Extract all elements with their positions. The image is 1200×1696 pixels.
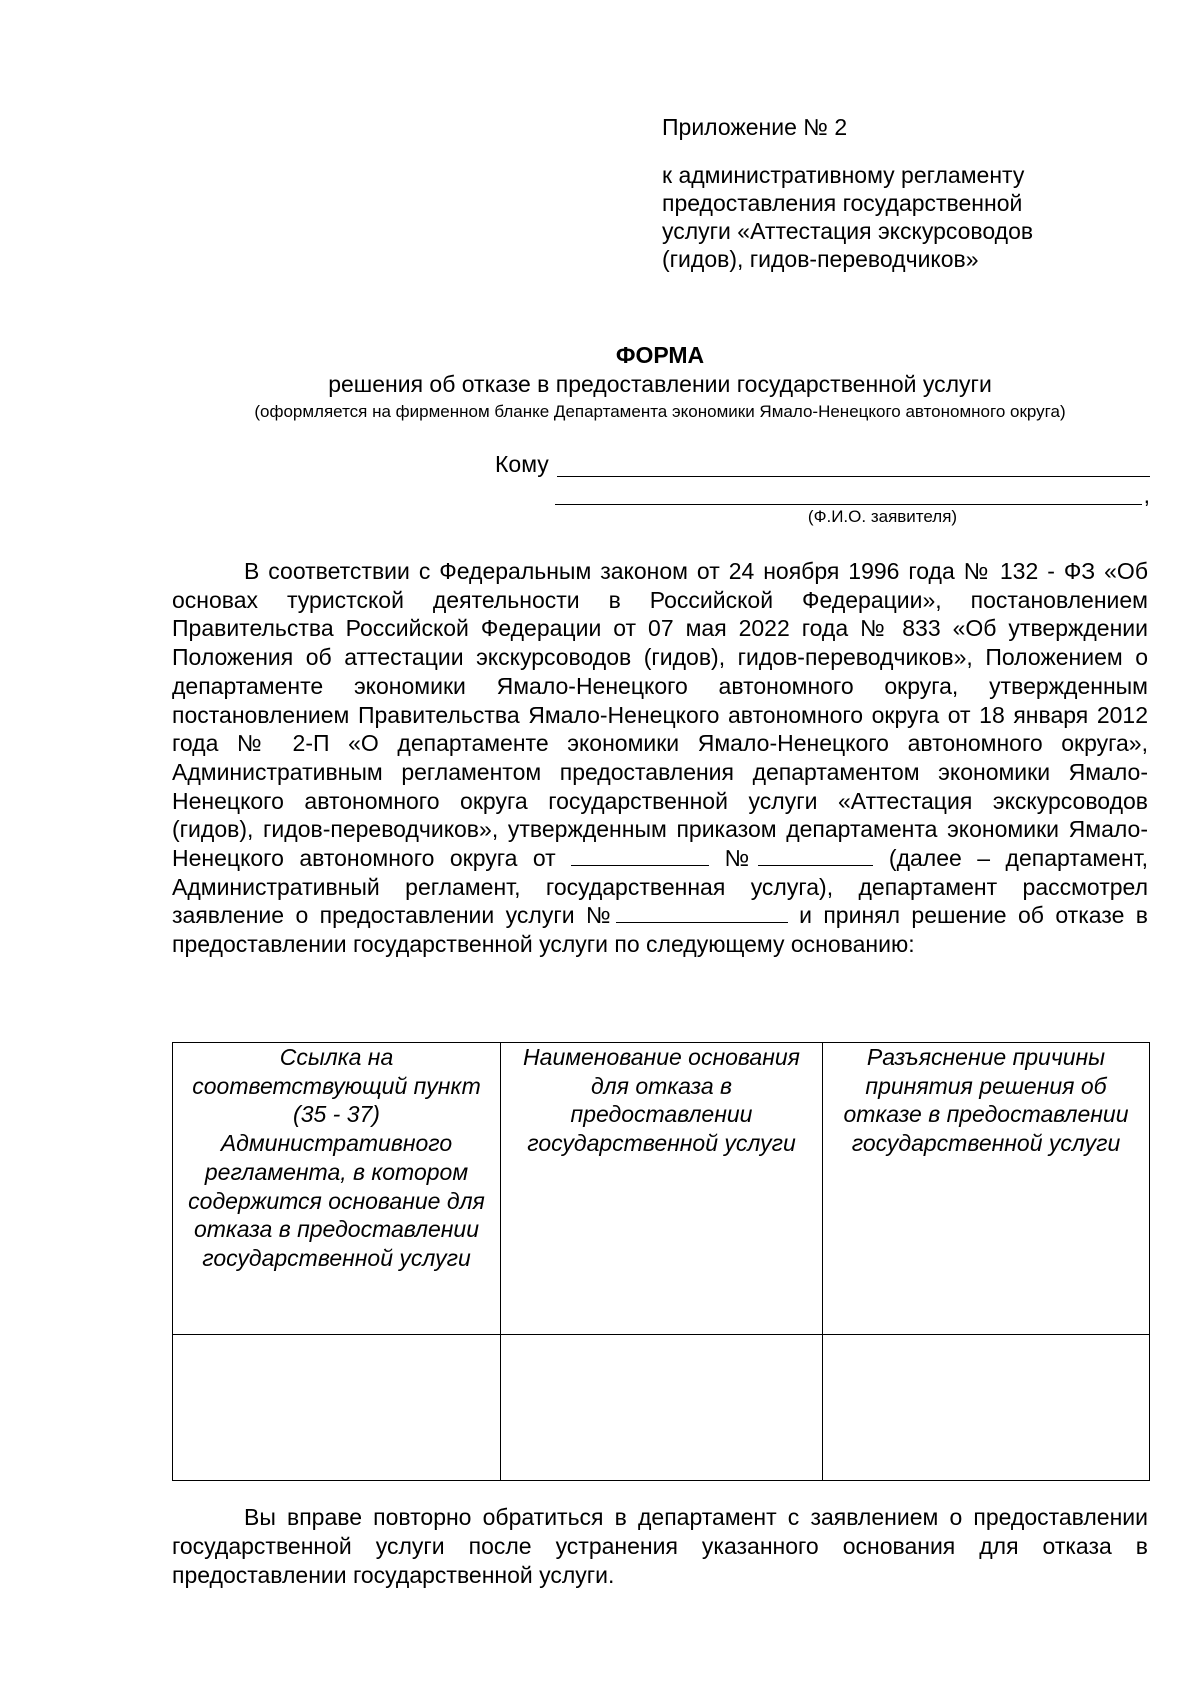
closing-paragraph xyxy=(172,1503,1148,1590)
recipient-name-line[interactable] xyxy=(557,452,1150,477)
appendix-line: (гидов), гидов-переводчиков» xyxy=(662,246,979,272)
recipient-block xyxy=(495,447,1150,527)
recipient-name-line-2[interactable] xyxy=(555,480,1142,505)
table-header-cell: Ссылка на соответствующий пункт (35 - 37) Административного регламента, в котором содержится основание для отказа в предоставлении государственной услуги xyxy=(173,1043,501,1335)
appendix-line: к административному регламенту xyxy=(662,162,1025,188)
appendix-number: Приложение № 2 xyxy=(662,114,848,140)
table-header-cell: Наименование основания для отказа в предоставлении государственной услуги xyxy=(501,1043,823,1335)
paragraph-text-2: № xyxy=(724,845,759,872)
paragraph-text-3: (далее – департамент, Административный регламент, государственная услуга), департамент рассмотрел заявление о предоставлении услуги № xyxy=(172,845,1149,929)
table-cell-explanation[interactable] xyxy=(823,1335,1150,1481)
paragraph-text-1: В соответствии с Федеральным законом от 24 ноября 1996 года № 132 - ФЗ «Об основах туристской деятельности в Российской Федерации», постановлением Правительства Российской Федерации от 07 мая 2022 года № 833 «Об утверждении Положения об аттестации экскурсоводов (гидов), гидов-переводчиков», Положением о департаменте экономики Ямало-Ненецкого автономного округа, утвержденным постановлением Правительства Ямало-Ненецкого автономного округа от 18 января 2012 года № 2-П «О департаменте экономики Ямало-Ненецкого автономного округа», Административным регламентом предоставления департаментом экономики Ямало-Ненецкого автономного округа государственной услуги «Аттестация экскурсоводов (гидов), гидов-переводчиков», утвержденным приказом департамента экономики Ямало-Ненецкого автономного округа от xyxy=(172,558,1148,872)
recipient-caption: (Ф.И.О. заявителя) xyxy=(807,507,958,526)
decision-paragraph xyxy=(172,557,1148,959)
recipient-label: Кому xyxy=(495,451,549,477)
form-title: ФОРМА xyxy=(615,342,705,368)
appendix-line: предоставления государственной xyxy=(662,190,1023,216)
appendix-line: услуги «Аттестация экскурсоводов xyxy=(662,218,1034,244)
appendix-header xyxy=(662,113,1132,273)
table-cell-reference[interactable] xyxy=(173,1335,501,1481)
closing-text: Вы вправе повторно обратиться в департамент с заявлением о предоставлении государственной услуги после устранения указанного основания для отказа в предоставлении государственной услуги. xyxy=(172,1504,1148,1588)
table-header-cell: Разъяснение причины принятия решения об отказе в предоставлении государственной услуги xyxy=(823,1043,1150,1335)
table-row xyxy=(173,1335,1150,1481)
application-number-blank[interactable] xyxy=(616,903,788,923)
form-note: (оформляется на фирменном бланке Департамента экономики Ямало-Ненецкого автономного округа) xyxy=(254,402,1066,421)
recipient-comma: , xyxy=(1143,482,1150,508)
form-subtitle: решения об отказе в предоставлении государственной услуги xyxy=(328,371,992,397)
refusal-grounds-table xyxy=(172,1042,1150,1481)
paragraph-text-4: и принял решение об отказе в предоставлении государственной услуги по следующему основанию: xyxy=(172,902,1149,958)
order-date-blank[interactable] xyxy=(571,846,709,866)
table-header-row xyxy=(173,1043,1150,1335)
table-cell-ground[interactable] xyxy=(501,1335,823,1481)
order-number-blank[interactable] xyxy=(758,846,873,866)
